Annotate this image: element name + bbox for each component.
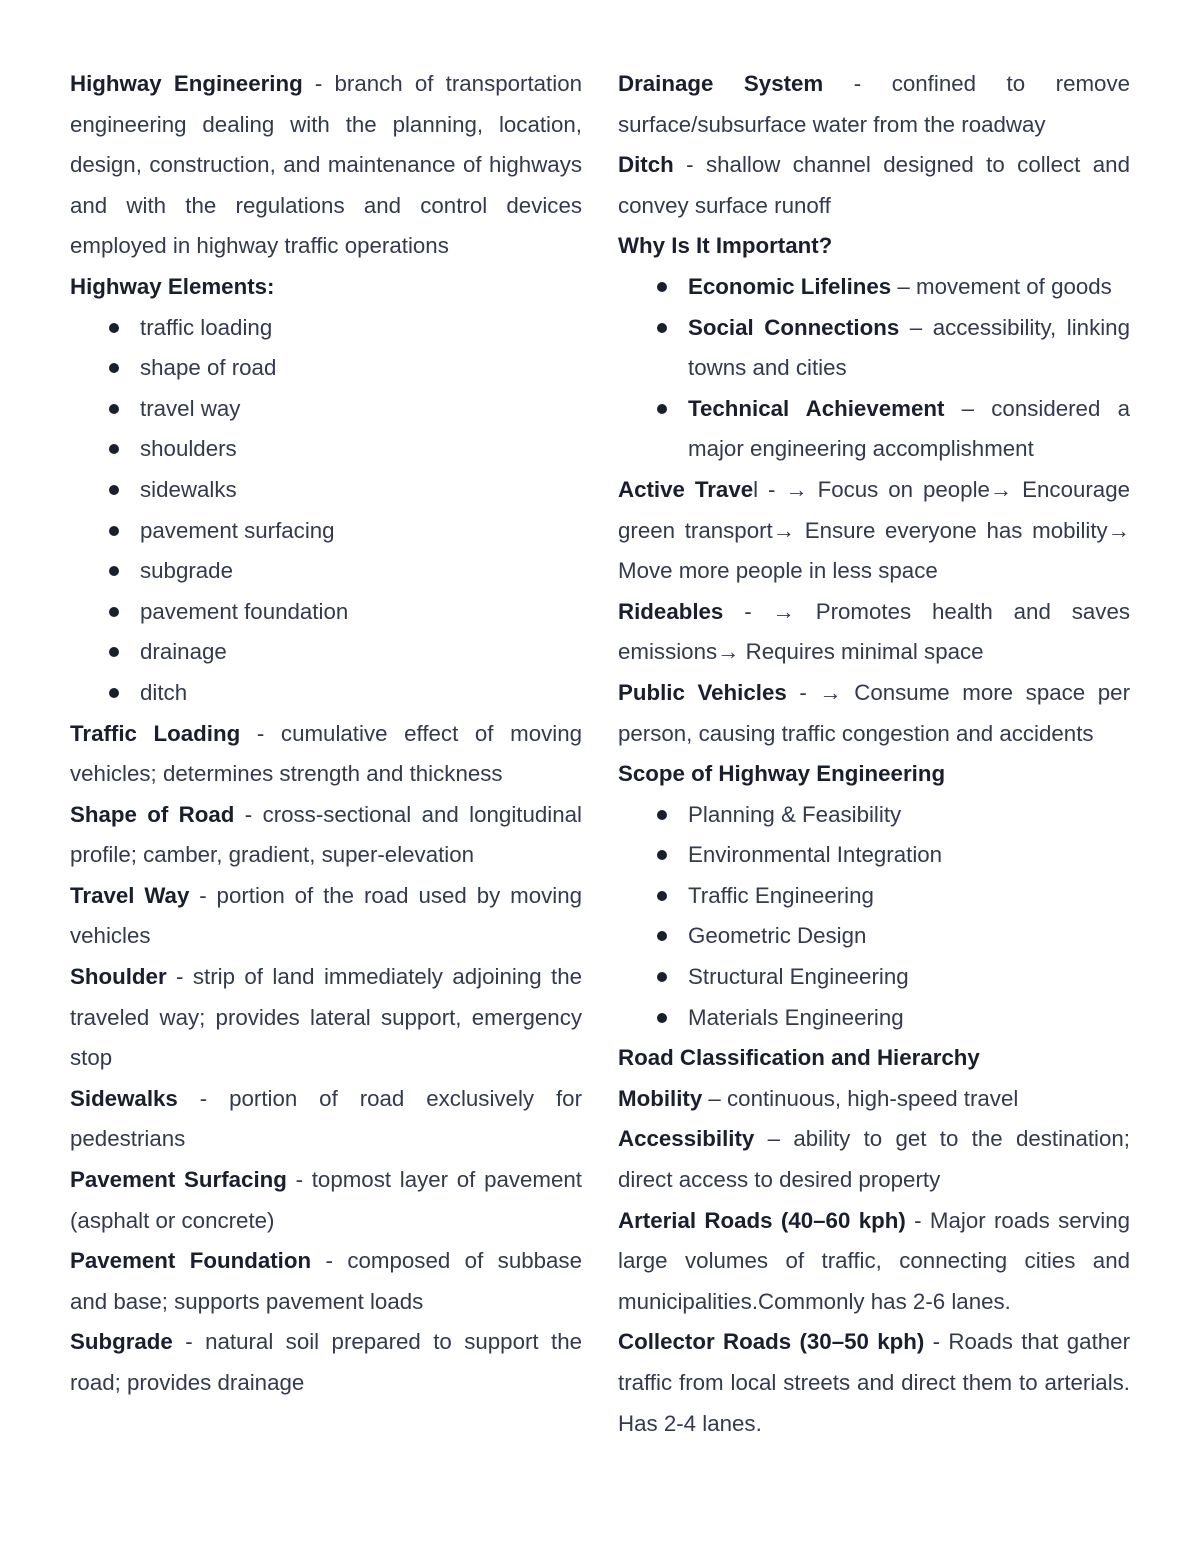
active-travel-definition <box>618 470 1130 592</box>
pavement-surfacing-definition <box>70 1160 582 1241</box>
public-vehicles-definition <box>618 673 1130 754</box>
term: Ditch <box>618 152 674 178</box>
list-item <box>618 389 1130 470</box>
list-item-text: shape of road <box>140 355 277 381</box>
bullet-icon <box>109 404 119 414</box>
definition: - shallow channel designed to collect and convey surface runoff <box>618 152 1130 218</box>
term: Drainage System <box>618 71 824 96</box>
list-item <box>70 673 582 714</box>
list-item-text: Structural Engineering <box>688 964 909 990</box>
list-item <box>70 632 582 673</box>
term: Traffic Loading <box>70 720 241 746</box>
list-item <box>618 308 1130 389</box>
bullet-icon <box>109 363 119 373</box>
bullet-icon <box>657 972 667 982</box>
list-item <box>618 998 1130 1039</box>
bullet-icon <box>657 282 667 292</box>
term: Highway Engineering <box>70 71 303 96</box>
list-item <box>70 470 582 511</box>
list-item-text: Environmental Integration <box>688 842 943 868</box>
list-item <box>70 511 582 552</box>
bullet-icon <box>657 931 667 941</box>
collector-roads-definition <box>618 1322 1130 1444</box>
definition: - confined to remove surface/subsurface water from the roadway <box>618 71 1131 137</box>
list-item <box>70 348 582 389</box>
term: Technical Achievement <box>688 395 945 421</box>
bullet-icon <box>657 1013 667 1023</box>
bullet-icon <box>657 323 667 333</box>
mobility-definition <box>618 1079 1130 1120</box>
shoulder-definition <box>70 957 582 1079</box>
bullet-icon <box>109 526 119 536</box>
term: Rideables <box>618 598 724 624</box>
list-item-text: Planning & Feasibility <box>688 801 902 827</box>
list-item-text: drainage <box>140 639 227 665</box>
bullet-icon <box>657 404 667 414</box>
term: Sidewalks <box>70 1085 178 1111</box>
term: Travel Way <box>70 882 190 908</box>
list-item-text: sidewalks <box>140 476 237 502</box>
term: Active Trave <box>618 476 754 502</box>
bullet-icon <box>109 607 119 617</box>
list-item <box>618 876 1130 917</box>
list-item-text: traffic loading <box>140 314 273 340</box>
list-item <box>70 389 582 430</box>
bullet-icon <box>657 850 667 860</box>
definition: – accessibility, linking towns and cities <box>688 314 1130 381</box>
term: Subgrade <box>70 1329 173 1355</box>
highway-elements-list <box>70 308 582 714</box>
shape-of-road-definition <box>70 795 582 876</box>
definition: - strip of land immediately adjoining the traveled way; provides lateral support, emergency stop <box>70 964 582 1071</box>
list-item <box>70 551 582 592</box>
definition: l - → Focus on people→ Encourage green transport→ Ensure everyone has mobility→ Move more people in less space <box>618 476 1130 584</box>
definition: - topmost layer of pavement (asphalt or concrete) <box>70 1167 582 1233</box>
term: Collector Roads (30–50 kph) <box>618 1329 925 1355</box>
term: Pavement Foundation <box>70 1248 312 1274</box>
definition: - cross-sectional and longitudinal profile; camber, gradient, super-elevation <box>70 801 582 868</box>
list-item-text: pavement foundation <box>140 598 349 624</box>
term: Arterial Roads (40–60 kph) <box>618 1207 906 1233</box>
term: Shoulder <box>70 964 167 990</box>
list-item-text: travel way <box>140 395 241 421</box>
definition: - natural soil prepared to support the road; provides drainage <box>70 1329 582 1395</box>
term: Economic Lifelines <box>688 273 892 299</box>
bullet-icon <box>109 485 119 495</box>
list-item-text: shoulders <box>140 436 237 462</box>
traffic-loading-definition <box>70 714 582 795</box>
definition: - composed of subbase and base; supports pavement loads <box>70 1248 582 1314</box>
list-item <box>618 267 1130 308</box>
list-item <box>618 916 1130 957</box>
definition: - portion of road exclusively for pedestrians <box>70 1085 582 1152</box>
term: Public Vehicles <box>618 679 787 705</box>
accessibility-definition <box>618 1119 1130 1200</box>
ditch-definition <box>618 145 1130 226</box>
list-item <box>618 795 1130 836</box>
bullet-icon <box>109 323 119 333</box>
travel-way-definition <box>70 876 582 957</box>
definition: – continuous, high-speed travel <box>702 1085 1019 1111</box>
definition: - Roads that gather traffic from local streets and direct them to arterials. Has 2-4 lanes. <box>618 1329 1130 1436</box>
term: Mobility <box>618 1085 703 1111</box>
drainage-system-definition <box>618 64 1130 145</box>
bullet-icon <box>109 566 119 576</box>
definition: – movement of goods <box>891 273 1112 299</box>
list-item-text: pavement surfacing <box>140 517 335 543</box>
list-item-text: Materials Engineering <box>688 1004 904 1030</box>
list-item-text: Geometric Design <box>688 923 867 949</box>
rideables-definition <box>618 592 1130 673</box>
bullet-icon <box>657 810 667 820</box>
definition: - → Promotes health and saves emissions→ Requires minimal space <box>618 598 1130 665</box>
right-column <box>618 64 1130 1444</box>
definition: - portion of the road used by moving vehicles <box>70 882 582 949</box>
scope-list <box>618 795 1130 1039</box>
definition: – considered a major engineering accomplishment <box>688 395 1130 462</box>
importance-list <box>618 267 1130 470</box>
pavement-foundation-definition <box>70 1241 582 1322</box>
definition: - cumulative effect of moving vehicles; determines strength and thickness <box>70 720 583 787</box>
list-item <box>70 308 582 349</box>
bullet-icon <box>657 891 667 901</box>
list-item-text: Traffic Engineering <box>688 882 874 908</box>
definition: - branch of transportation engineering dealing with the planning, location, design, construction, and maintenance of highways and with the regulations and control devices employed in highway traffic operations <box>70 71 582 259</box>
term: Pavement Surfacing <box>70 1167 287 1193</box>
highway-elements-heading: Highway Elements: <box>70 273 275 299</box>
term: Accessibility <box>618 1126 755 1152</box>
list-item-text: ditch <box>140 679 188 705</box>
bullet-icon <box>109 688 119 698</box>
subgrade-definition <box>70 1322 582 1403</box>
list-item-text: subgrade <box>140 558 233 584</box>
list-item <box>70 592 582 633</box>
bullet-icon <box>109 444 119 454</box>
list-item <box>618 835 1130 876</box>
highway-engineering-definition <box>70 64 582 267</box>
arterial-roads-definition <box>618 1201 1130 1323</box>
definition: - Major roads serving large volumes of traffic, connecting cities and municipalities.Commonly has 2-6 lanes. <box>618 1207 1130 1314</box>
left-column <box>70 64 582 1404</box>
scope-heading: Scope of Highway Engineering <box>618 761 946 787</box>
importance-heading: Why Is It Important? <box>618 233 833 259</box>
term: Shape of Road <box>70 801 235 827</box>
bullet-icon <box>109 647 119 657</box>
definition: – ability to get to the destination; direct access to desired property <box>618 1126 1130 1193</box>
definition: - → Consume more space per person, causing traffic congestion and accidents <box>618 679 1130 746</box>
list-item <box>618 957 1130 998</box>
list-item <box>70 429 582 470</box>
sidewalks-definition <box>70 1079 582 1160</box>
term: Social Connections <box>688 314 900 340</box>
classification-heading: Road Classification and Hierarchy <box>618 1045 980 1071</box>
